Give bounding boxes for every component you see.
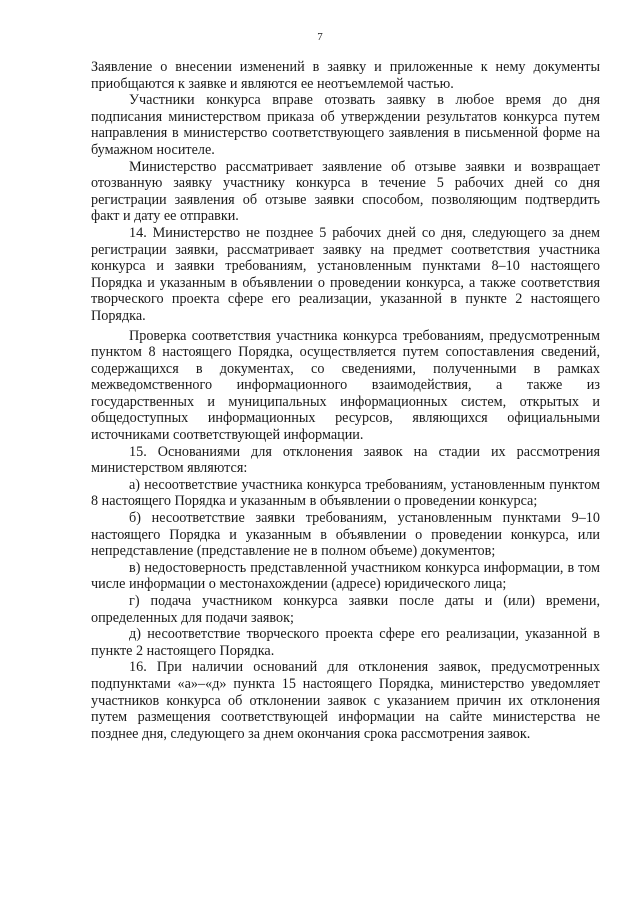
paragraph-clause-16: 16. При наличии оснований для отклонения заявок, предусмотренных подпунктами «а»–«д» пункта 15 настоящего Порядка, министерство уведомляет участников конкурса об отклонении заявок с указанием причин их отклонения путем размещения соответствующей информации на сайте министерства не позднее дня, следующего за днем окончания срока рассмотрения заявок. [91,659,600,742]
paragraph-clause-15-b: б) несоответствие заявки требованиям, установленным пунктами 9–10 настоящего Порядка и указанным в объявлении о проведении конкурса, или непредставление (представление не в полном объеме) документов; [91,510,600,560]
page-number: 7 [317,31,323,43]
paragraph-clause-14: 14. Министерство не позднее 5 рабочих дней со дня, следующего за днем регистрации заявки, рассматривает заявку на предмет соответствия участника конкурса и заявки требованиям, установленным пунктами 8–10 настоящего Порядка и указанным в объявлении о проведении конкурса, а также соответствия творческого проекта сфере его реализации, указанной в пункте 2 настоящего Порядка. [91,224,600,324]
paragraph-clause-15-g: г) подача участником конкурса заявки после даты и (или) времени, определенных для подачи заявок; [91,593,600,626]
paragraph-clause-15-d: д) несоответствие творческого проекта сфере его реализации, указанной в пункте 2 настоящего Порядка. [91,626,600,659]
paragraph-withdrawal-right: Участники конкурса вправе отозвать заявку в любое время до дня подписания министерством приказа об утверждении результатов конкурса путем направления в министерство соответствующего заявления в письменной форме на бумажном носителе. [91,92,600,158]
paragraph-clause-15-v: в) недостоверность представленной участником конкурса информации, в том числе информации о местонахождении (адресе) юридического лица; [91,559,600,593]
paragraph-clause-15-a: а) несоответствие участника конкурса требованиям, установленным пунктом 8 настоящего Порядка и указанным в объявлении о проведении конкурса; [91,476,600,510]
paragraph-compliance-check: Проверка соответствия участника конкурса требованиям, предусмотренным пунктом 8 настоящего Порядка, осуществляется путем сопоставления сведений, содержащихся в документах, со сведениями, полученными в рамках межведомственного информационного взаимодействия, а также из государственных и муниципальных информационных систем, открытых и общедоступных информационных ресурсов, являющихся официальными источниками соответствующей информации. [91,327,600,444]
paragraph-clause-15: 15. Основаниями для отклонения заявок на стадии их рассмотрения министерством являются: [91,443,600,477]
paragraph-withdrawal-review: Министерство рассматривает заявление об отзыве заявки и возвращает отозванную заявку участнику конкурса в течение 5 рабочих дней со дня регистрации заявления об отзыве заявки способом, позволяющим подтвердить факт и дату ее отправки. [91,158,600,225]
paragraph-application-changes: Заявление о внесении изменений в заявку и приложенные к нему документы приобщаются к заявке и являются ее неотъемлемой частью. [91,59,600,92]
document-body [91,59,600,742]
